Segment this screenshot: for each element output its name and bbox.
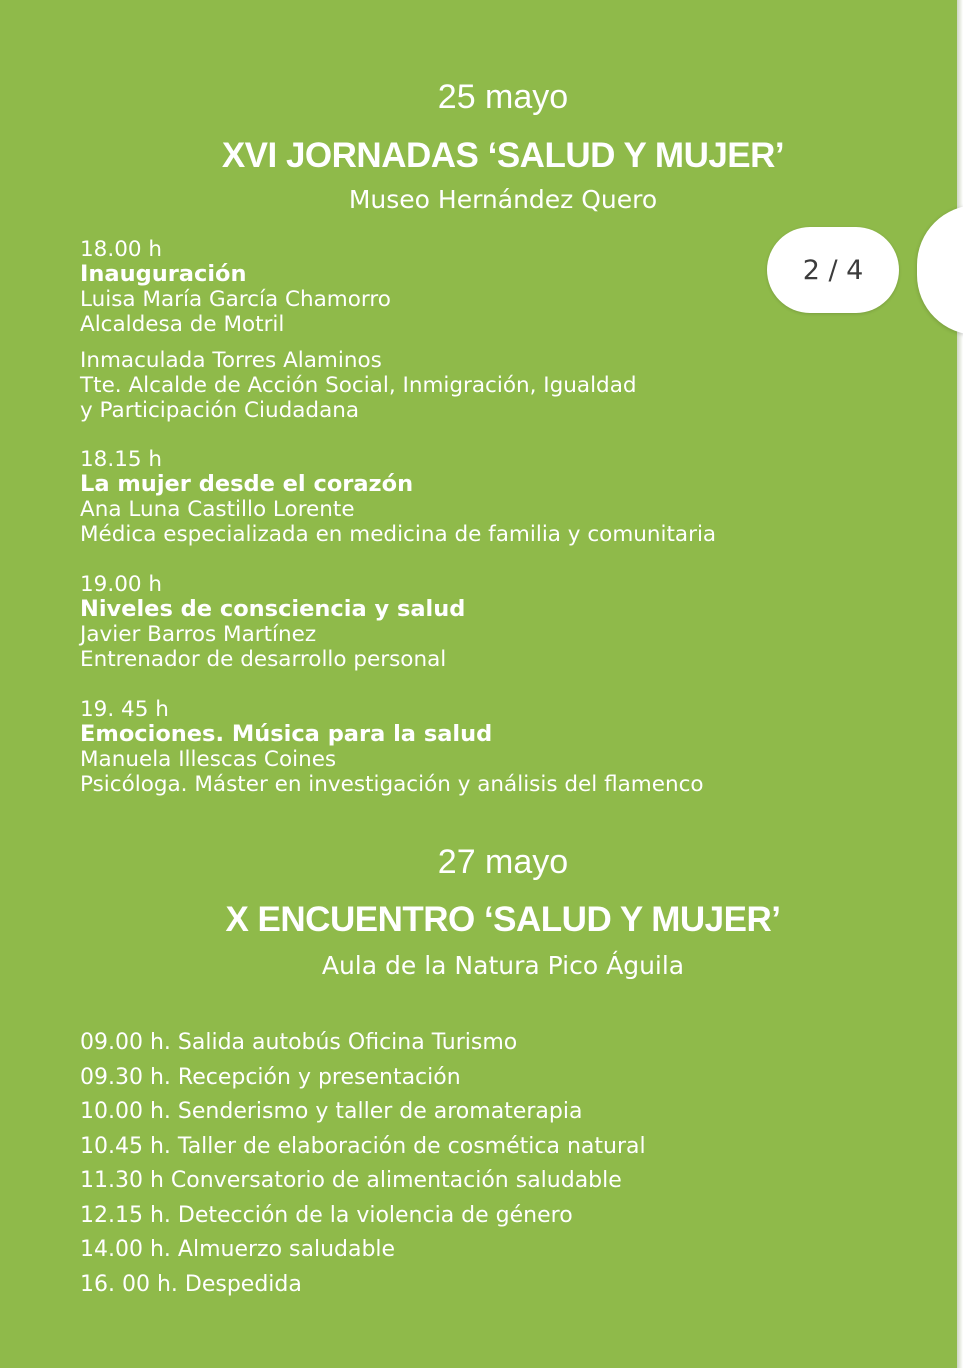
session-speaker-role: Médica especializada en medicina de familia y comunitaria [80, 522, 717, 547]
page-edge [957, 0, 963, 1368]
page-counter: 2 / 4 [767, 227, 899, 313]
session-time: 19.00 h [80, 572, 163, 597]
agenda-item: 11.30 h Conversatorio de alimentación saludable [80, 1168, 622, 1193]
first-event-date: 25 mayo [437, 78, 569, 116]
session-title: La mujer desde el corazón [80, 471, 414, 497]
second-event-title: X ENCUENTRO ‘SALUD Y MUJER’ [225, 900, 781, 939]
agenda-item: 12.15 h. Detección de la violencia de género [80, 1202, 573, 1228]
agenda-item: 09.00 h. Salida autobús Oficina Turismo [80, 1030, 518, 1055]
session-speaker: Manuela Illescas Coines [80, 747, 337, 772]
session-speaker-role: Psicóloga. Máster en investigación y análisis del flamenco [80, 772, 704, 797]
session-speaker: Ana Luna Castillo Lorente [80, 497, 355, 522]
second-event-venue: Aula de la Natura Pico Águila [321, 951, 685, 980]
session-4 [80, 697, 840, 797]
session-3 [80, 572, 840, 672]
session-speaker-role: Alcaldesa de Motril [80, 312, 285, 337]
agenda-item: 09.30 h. Recepción y presentación [80, 1064, 461, 1090]
agenda-item: 16. 00 h. Despedida [80, 1271, 302, 1297]
session-speaker-role: y Participación Ciudadana [80, 398, 360, 423]
session-title: Emociones. Música para la salud [80, 721, 493, 747]
agenda-item: 10.00 h. Senderismo y taller de aromaterapia [80, 1099, 583, 1124]
session-speaker-role: Entrenador de desarrollo personal [80, 647, 447, 672]
agenda-item: 10.45 h. Taller de elaboración de cosmética natural [80, 1133, 646, 1159]
session-title: Inauguración [80, 261, 247, 287]
session-speaker: Luisa María García Chamorro [80, 287, 391, 312]
session-time: 18.00 h [80, 237, 163, 262]
session-time: 18.15 h [80, 447, 163, 472]
session-1 [80, 237, 840, 423]
second-event-date: 27 mayo [437, 843, 569, 881]
first-event-schedule [80, 237, 840, 797]
first-event-venue: Museo Hernández Quero [348, 185, 658, 214]
session-2 [80, 447, 840, 547]
second-event-agenda [80, 1026, 780, 1302]
agenda-item: 14.00 h. Almuerzo saludable [80, 1237, 396, 1262]
session-time: 19. 45 h [80, 697, 169, 722]
session-speaker-role: Tte. Alcalde de Acción Social, Inmigración, Igualdad [80, 373, 637, 398]
session-speaker: Javier Barros Martínez [80, 622, 317, 647]
session-title: Niveles de consciencia y salud [80, 596, 466, 622]
session-speaker: Inmaculada Torres Alaminos [80, 348, 382, 373]
first-event-title: XVI JORNADAS ‘SALUD Y MUJER’ [221, 136, 785, 175]
